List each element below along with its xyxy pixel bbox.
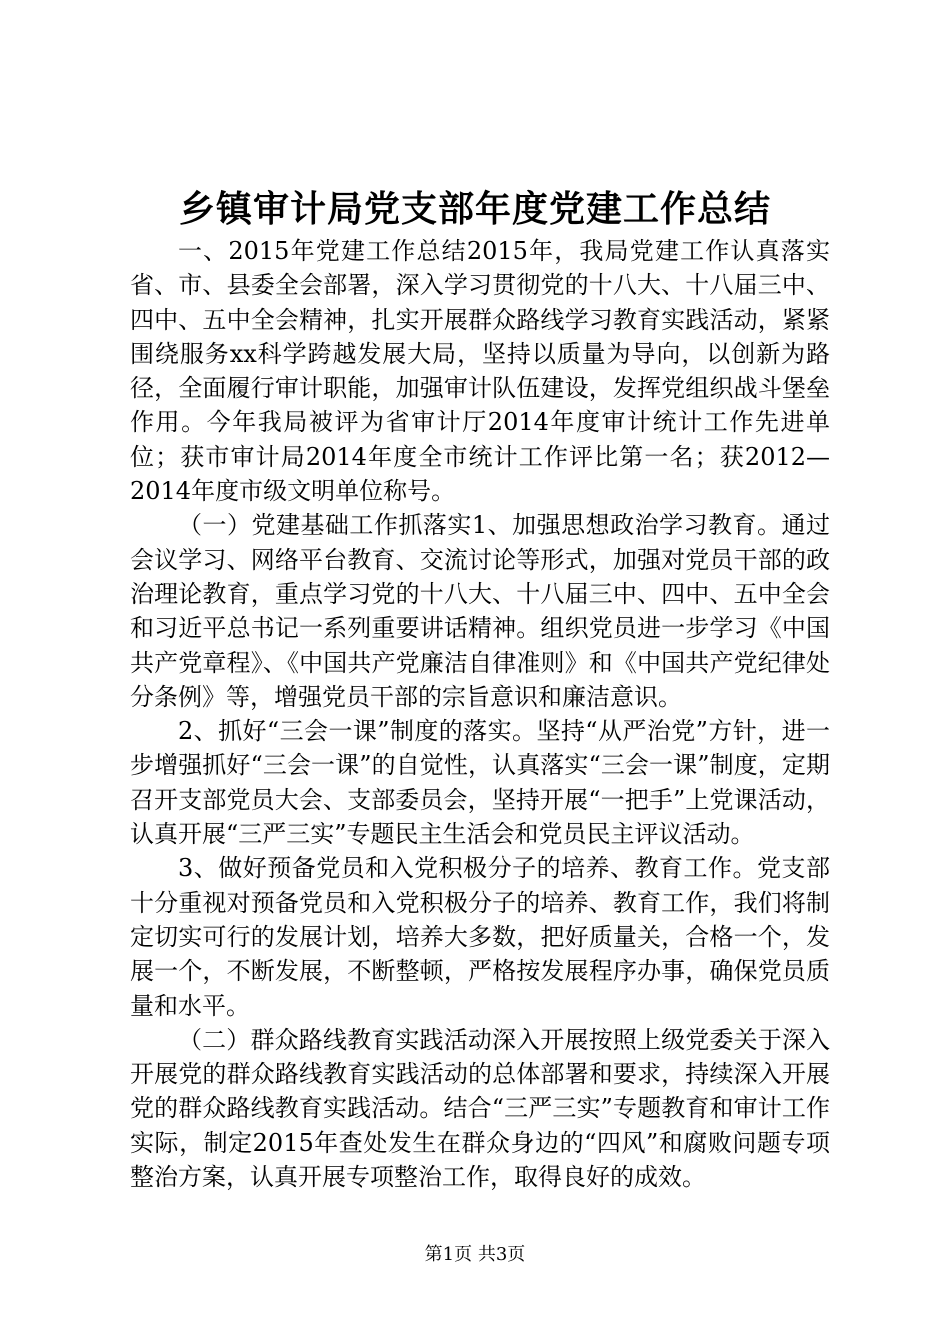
paragraph-party-members-training: 3、做好预备党员和入党积极分子的培养、教育工作。党支部十分重视对预备党员和入党积极分子的培养、教育工作，我们将制定切实可行的发展计划，培养大多数，把好质量关，合格一个，发展一个，不断发展，不断整顿，严格按发展程序办事，确保党员质量和水平。 <box>130 854 830 1020</box>
paragraph-summary-2015: 一、2015年党建工作总结2015年，我局党建工作认真落实省、市、县委全会部署，深入学习贯彻党的十八大、十八届三中、四中、五中全会精神，扎实开展群众路线学习教育实践活动，紧紧围绕服务xx科学跨越发展大局，坚持以质量为导向，以创新为路径，全面履行审计职能，加强审计队伍建设，发挥党组织战斗堡垒作用。今年我局被评为省审计厅2014年度审计统计工作先进单位；获市审计局2014年度全市统计工作评比第一名；获2012—2014年度市级文明单位称号。 <box>130 237 830 506</box>
document-title: 乡镇审计局党支部年度党建工作总结 <box>178 188 771 230</box>
document-body <box>130 234 830 1194</box>
page-number-footer: 第1页 共3页 <box>424 1244 526 1265</box>
paragraph-mass-line: （二）群众路线教育实践活动深入开展按照上级党委关于深入开展党的群众路线教育实践活动的总体部署和要求，持续深入开展党的群众路线教育实践活动。结合“三严三实”专题教育和审计工作实际，制定2015年查处发生在群众身边的“四风”和腐败问题专项整治方案，认真开展专项整治工作，取得良好的成效。 <box>130 1025 830 1192</box>
paragraph-basic-work: （一）党建基础工作抓落实1、加强思想政治学习教育。通过会议学习、网络平台教育、交流讨论等形式，加强对党员干部的政治理论教育，重点学习党的十八大、十八届三中、四中、五中全会和习近平总书记一系列重要讲话精神。组织党员进一步学习《中国共产党章程》、《中国共产党廉洁自律准则》和《中国共产党纪律处分条例》等，增强党员干部的宗旨意识和廉洁意识。 <box>130 511 830 711</box>
paragraph-three-meetings: 2、抓好“三会一课”制度的落实。坚持“从严治党”方针，进一步增强抓好“三会一课”的自觉性，认真落实“三会一课”制度，定期召开支部党员大会、支部委员会，坚持开展“一把手”上党课活动，认真开展“三严三实”专题民主生活会和党员民主评议活动。 <box>130 717 830 849</box>
